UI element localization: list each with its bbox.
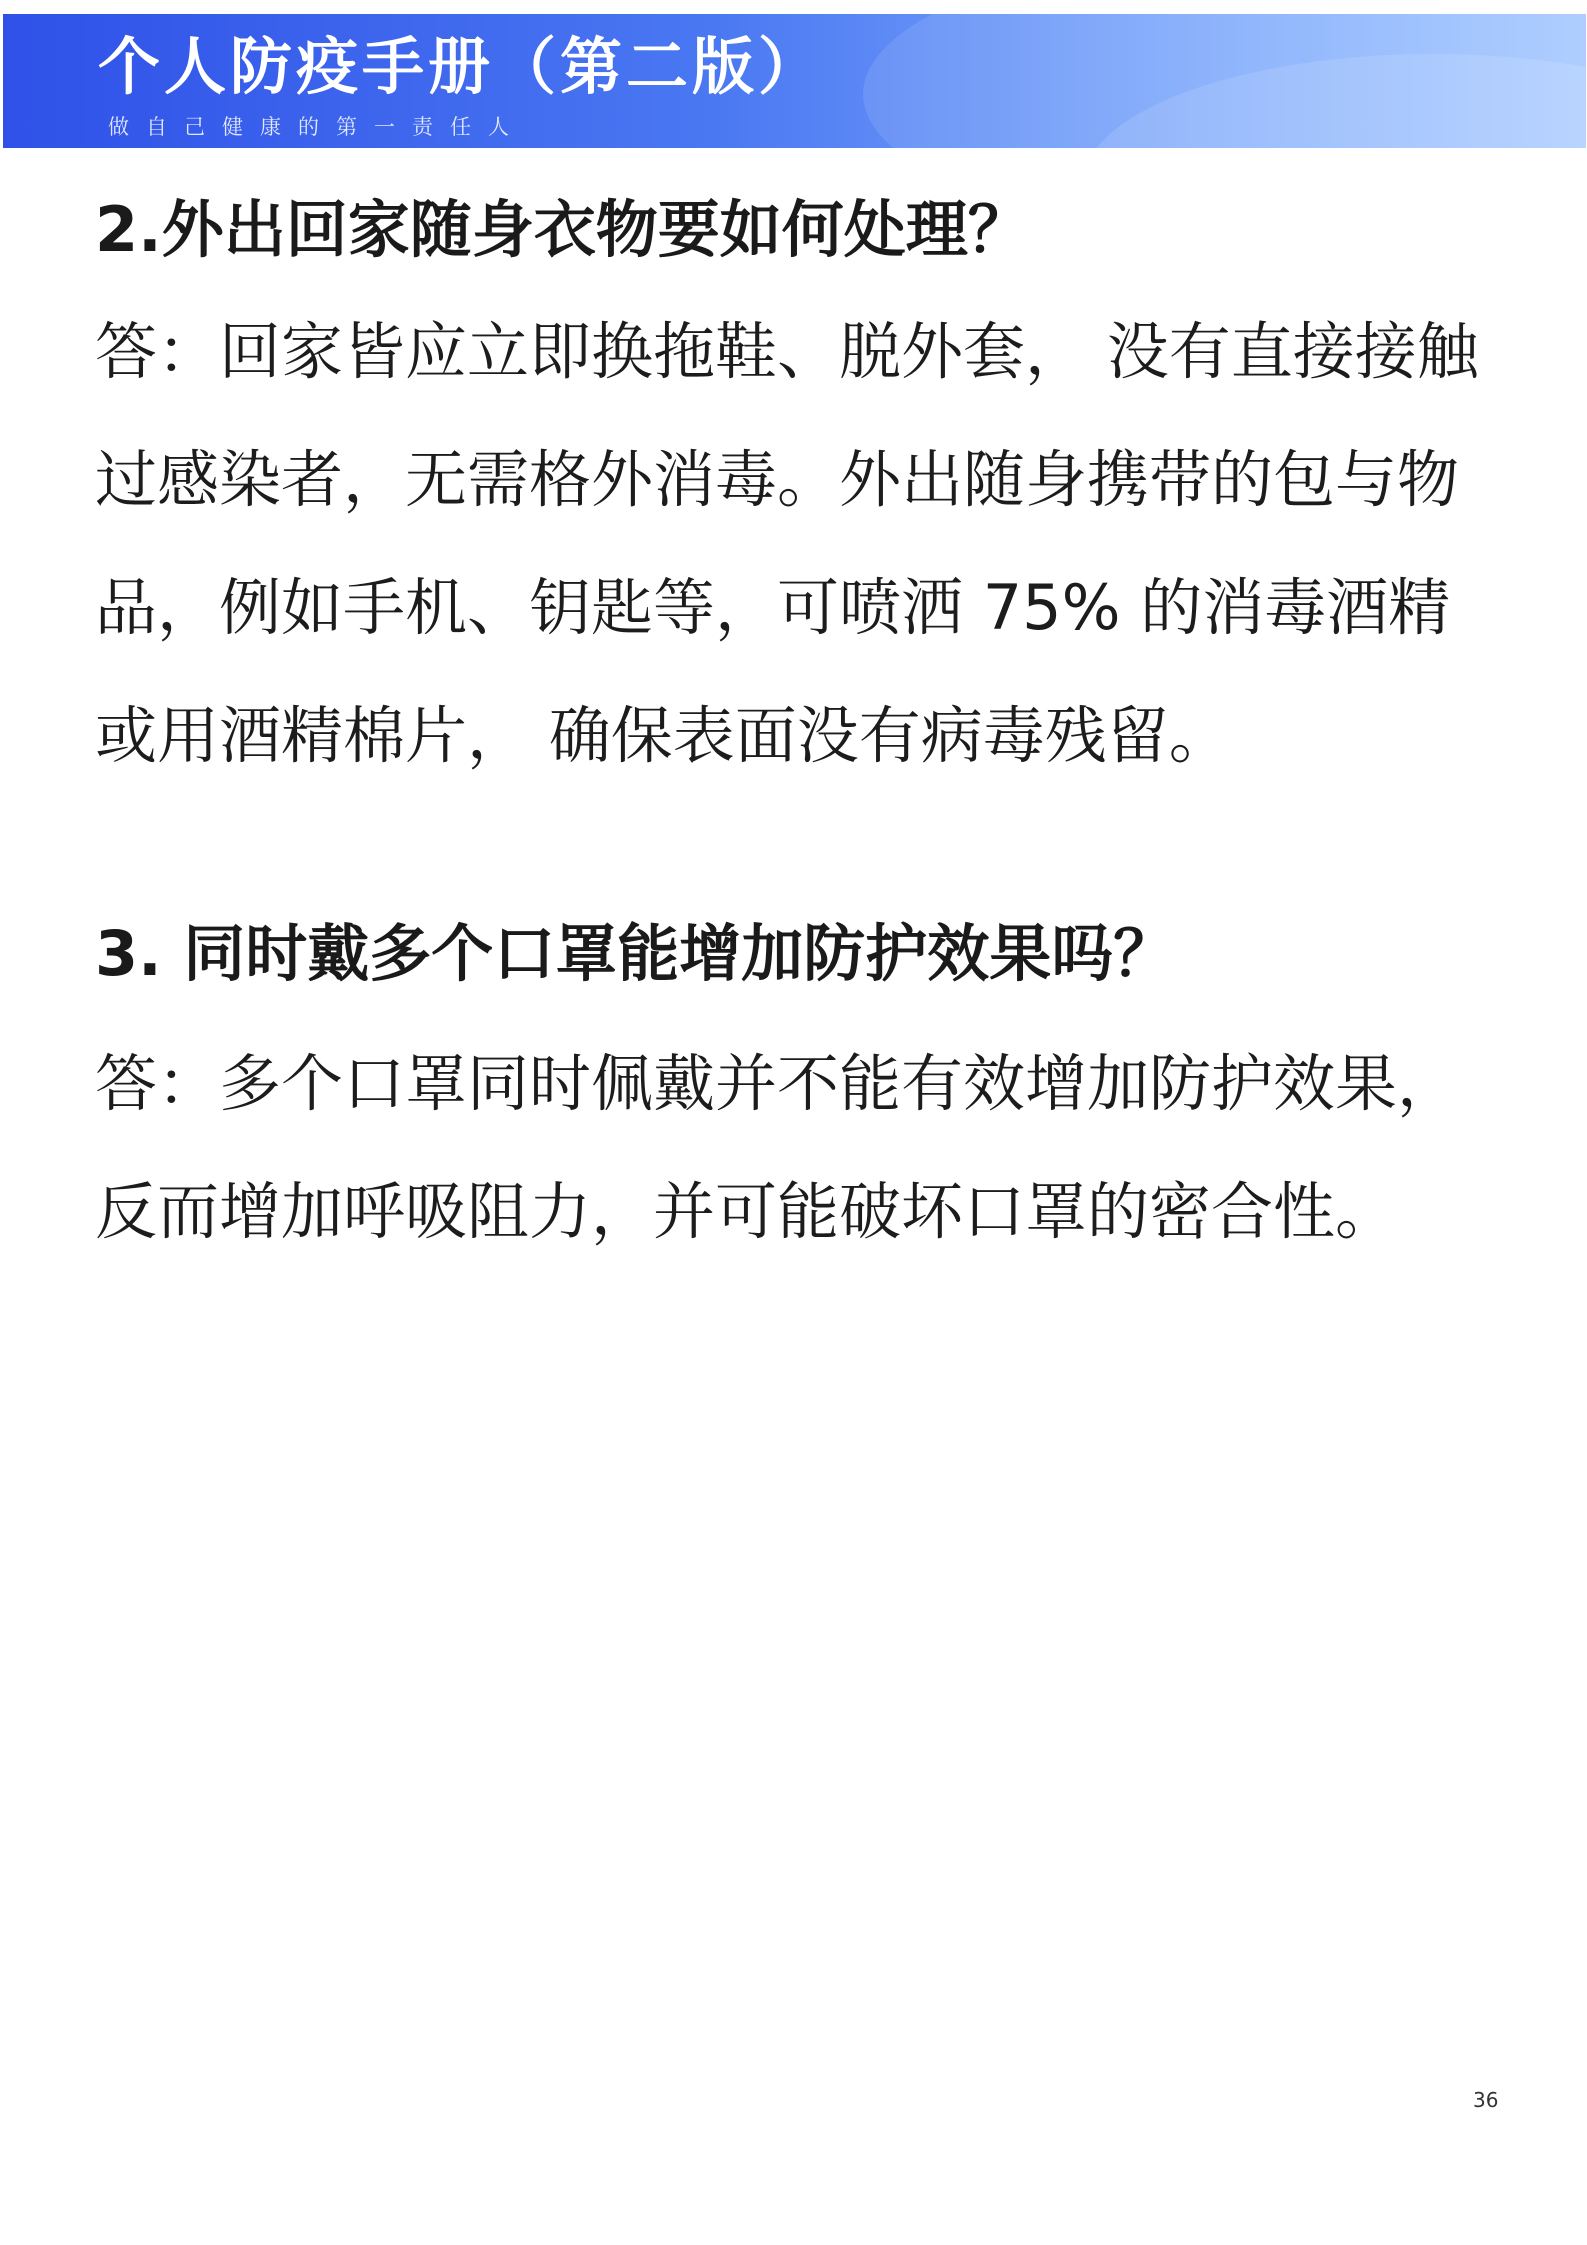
header-banner xyxy=(3,14,1586,148)
manual-title: 个人防疫手册（第二版） xyxy=(98,30,825,103)
manual-subtitle: 做自己健康的第一责任人 xyxy=(108,115,526,139)
page-number: 36 xyxy=(1473,2088,1499,2112)
page-content xyxy=(95,180,1495,1276)
question-2-heading: 2.外出回家随身衣物要如何处理？ xyxy=(95,193,1030,266)
answer-3-text: 答：多个口罩同时佩戴并不能有效增加防护效果，反而增加呼吸阻力，并可能破坏口罩的密合性。 xyxy=(95,1047,1460,1248)
answer-2-text: 答：回家皆应立即换拖鞋、脱外套， 没有直接接触过感染者，无需格外消毒。外出随身携带的包与物品，例如手机、钥匙等，可喷洒 75% 的消毒酒精或用酒精棉片， 确保表面没有病毒残留。 xyxy=(95,315,1479,772)
question-3-heading: 3. 同时戴多个口罩能增加防护效果吗？ xyxy=(95,917,1176,990)
